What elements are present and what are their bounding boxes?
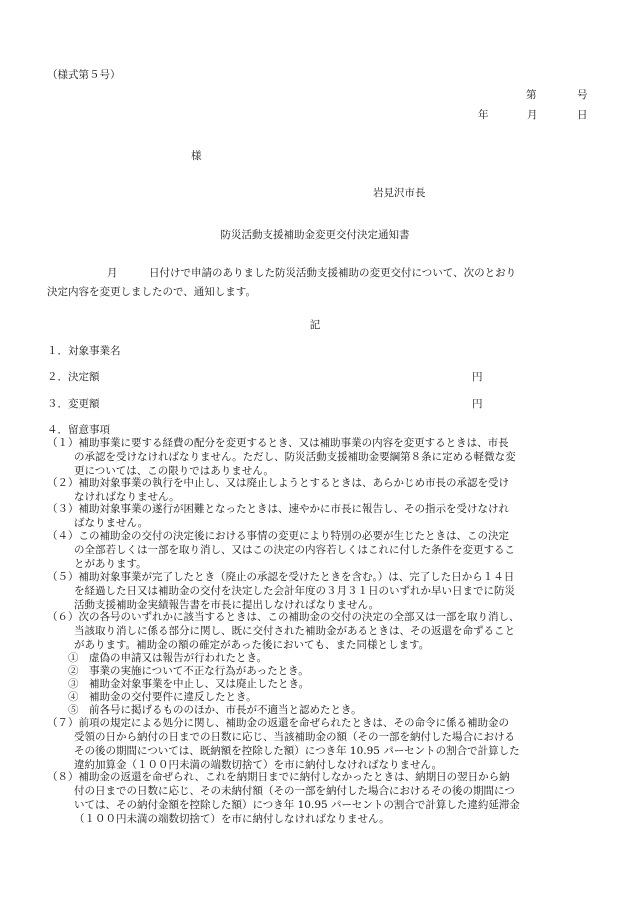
note-4-head: （４）この補助金の交付の決定後における事情の変更により特別の必要が生じたときは、この決定 [47,530,509,542]
item-changed-amount: ３．変更額 [47,398,100,410]
note-5 [47,570,592,612]
note-5-cont: を経過した日又は補助金の交付を決定した会計年度の３月３１日のいずれか早い日までに防災 [74,585,515,597]
form-label: （様式第５号） [47,69,121,81]
note-6-sub-3: ③ 補助金対象事業を中止し、又は廃止したとき。 [68,678,310,690]
note-7-cont: 受領の日から納付の日までの日数に応じ、当該補助金の額（その一部を納付した場合における [74,731,515,743]
note-3-cont: ばなりません。 [74,517,149,529]
note-7-head: （７）前項の規定による処分に関し、補助金の返還を命ぜられたときは、その命令に係る補助金の [47,717,509,729]
note-6-sub-2: ② 事業の実施について不正な行為があったとき。 [68,665,309,677]
note-8-cont: （１００円未満の端数切捨て）を市に納付しなければなりません。 [74,813,390,825]
ki-heading: 記 [309,319,321,331]
body-line-1: 月 日付けで申請のありました防災活動支援補助の変更交付について、次のとおり [107,267,517,279]
body-paragraph [47,264,587,302]
note-6 [47,610,592,652]
item-target-project: １．対象事業名 [47,345,121,357]
sender: 岩見沢市長 [373,187,426,199]
note-2-head: （２）補助対象事業の執行を中止し、又は廃止しようとするときは、あらかじめ市長の承認を受け [47,477,509,489]
doc-number-dai: 第 [526,89,537,101]
note-6-cont: があります。補助金の額の確定があった後においても、また同様とします。 [74,639,430,651]
note-7-cont: その後の期間については、既納額を控除した額）につき年 10.95 パーセントの割合で計算した [74,745,520,757]
doc-number-go: 号 [577,89,588,101]
note-6-sub-5: ⑤ 前各号に掲げるもののほか、市長が不適当と認めたとき。 [68,704,362,716]
date-month: 月 [527,109,538,121]
item-decided-amount: ２．決定額 [47,371,100,383]
note-5-cont: 活動支援補助金実績報告書を市長に提出しなければなりません。 [74,599,380,611]
recipient-suffix: 様 [191,150,202,162]
notes-heading: ４．留意事項 [47,424,110,436]
body-line-2: 決定内容を変更しましたので、通知します。 [47,286,256,298]
note-8-cont: 付の日までの日数に応じ、その未納付額（その一部を納付した場合におけるその後の期間につ [74,785,515,797]
note-6-cont: 当該取り消しに係る部分に関し、既に交付された補助金があるときは、その返還を命ずること [74,625,515,637]
note-1-cont: の承認を受けなければなりません。ただし、防災活動支援補助金要綱第８条に定める軽微な変 [74,451,516,463]
yen-unit: 円 [472,371,483,383]
note-4-cont: とがあります。 [74,558,147,570]
note-1-head: （１）補助事業に要する経費の配分を変更するとき、又は補助事業の内容を変更するときは、市長 [47,437,509,449]
yen-unit: 円 [472,398,483,410]
note-1-cont: 更については、この限りではありません。 [74,465,274,477]
note-8-head: （８）補助金の返還を命ぜられ、これを納期日までに納付しなかったときは、納期日の翌日から納 [47,771,510,783]
note-3 [47,502,592,530]
note-5-head: （５）補助対象事業が完了したとき（廃止の承認を受けたときを含む。）は、完了した日から１４日 [47,571,515,583]
note-3-head: （３）補助対象事業の遂行が困難となったときは、速やかに市長に報告し、その指示を受けなけれ [47,503,509,515]
note-2-cont: なければなりません。 [74,491,180,503]
note-6-sub-4: ④ 補助金の交付要件に違反したとき。 [68,691,257,703]
note-6-head: （６）次の各号のいずれかに該当するときは、この補助金の交付の決定の全部又は一部を取り消し、 [47,611,520,623]
document-title: 防災活動支援補助金変更交付決定通知書 [220,229,410,241]
date-day: 日 [577,109,588,121]
note-2 [47,476,592,504]
note-7-cont: 違約加算金（１００円未満の端数切捨て）を市に納付しなければなりません。 [74,759,443,771]
date-year: 年 [478,109,489,121]
note-1 [47,436,592,478]
note-8-cont: いては、その納付金額を控除した額）につき年 10.95 パーセントの割合で計算した違約延滞金 [74,799,520,811]
note-8 [47,770,592,826]
note-7 [47,716,592,772]
note-4 [47,529,592,571]
note-6-sub-1: ① 虚偽の申請又は報告が行われたとき。 [68,652,268,664]
note-4-cont: の全部若しくは一部を取り消し、又はこの決定の内容若しくはこれに付した条件を変更するこ [74,544,515,556]
